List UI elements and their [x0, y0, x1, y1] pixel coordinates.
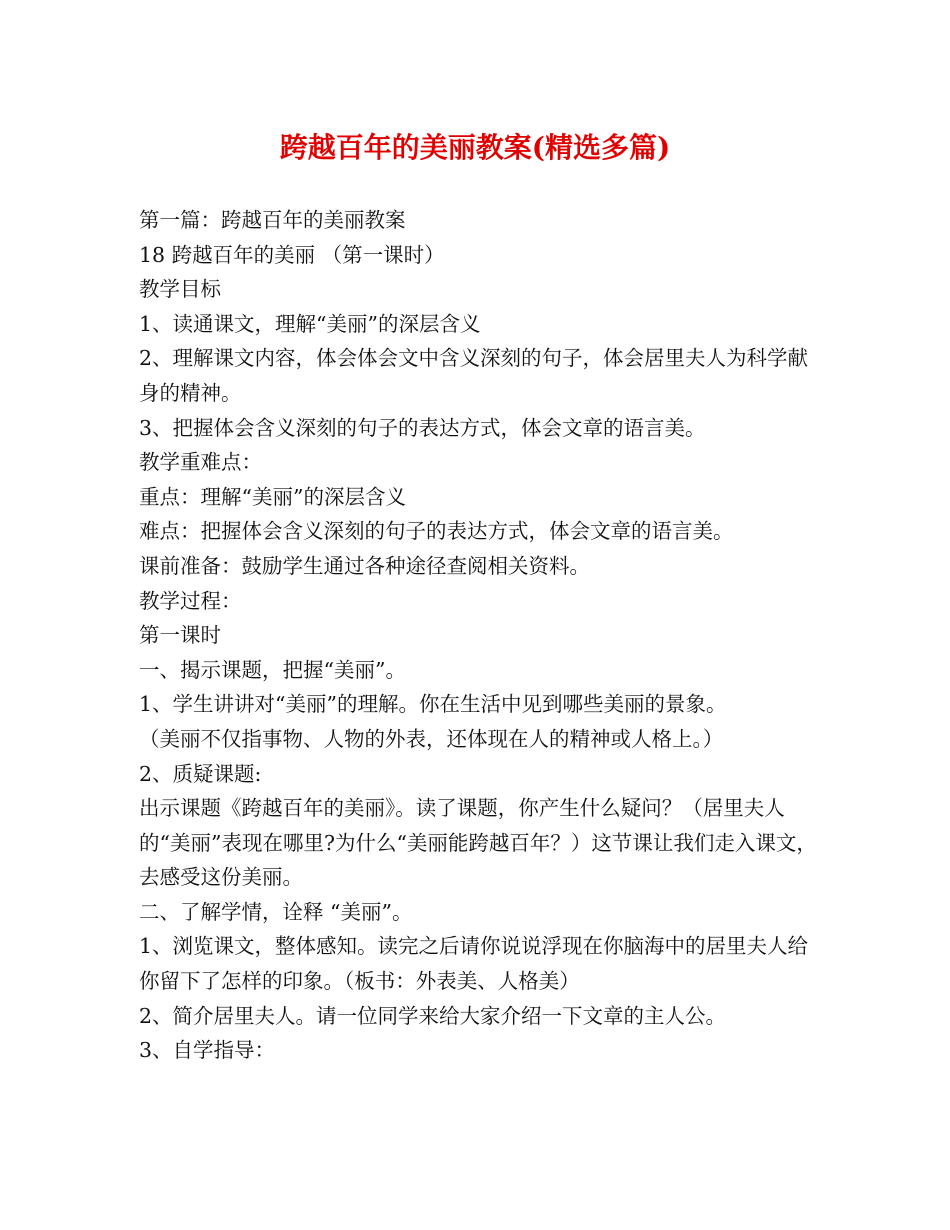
lesson-title: 18 跨越百年的美丽 （第一课时） — [139, 242, 445, 267]
paragraph: 3、把握体会含义深刻的句子的表达方式，体会文章的语言美。 — [139, 415, 706, 440]
section-heading: 第一篇：跨越百年的美丽教案 — [139, 208, 406, 232]
document-title: 跨越百年的美丽教案(精选多篇) — [279, 131, 671, 164]
paragraph: （美丽不仅指事物、人物的外表，还体现在人的精神或人格上。） — [139, 726, 724, 751]
paragraph: 课前准备：鼓励学生通过各种途径查阅相关资料。 — [139, 553, 590, 578]
paragraph: 二、了解学情，诠释 “美丽”。 — [139, 899, 413, 924]
paragraph: 重点：理解“美丽”的深层含义 — [139, 484, 406, 509]
paragraph: 教学过程： — [139, 588, 242, 613]
paragraph: 1、学生讲讲对“美丽”的理解。你在生活中见到哪些美丽的景象。 — [139, 692, 727, 717]
paragraph: 1、读通课文，理解“美丽”的深层含义 — [139, 311, 481, 336]
paragraph: 3、自学指导： — [139, 1038, 276, 1063]
paragraph: 一、揭示课题，把握“美丽”。 — [139, 657, 406, 682]
paragraph: 2、理解课文内容，体会体会文中含义深刻的句子，体会居里夫人为科学献身的精神。 — [139, 346, 809, 405]
paragraph: 教学目标 — [139, 277, 221, 302]
paragraph: 1、浏览课文，整体感知。读完之后请你说说浮现在你脑海中的居里夫人给你留下了怎样的印象。（板书：外表美、人格美） — [139, 934, 809, 994]
paragraph: 2、质疑课题: — [139, 761, 262, 786]
document-body — [139, 203, 819, 1068]
paragraph: 第一课时 — [139, 623, 221, 648]
paragraph: 出示课题《跨越百年的美丽》。读了课题，你产生什么疑问？（居里夫人的“美丽”表现在哪里?为什么“美丽能跨越百年？）这节课让我们走入课文，去感受这份美丽。 — [139, 796, 817, 890]
paragraph: 教学重难点： — [139, 450, 262, 475]
paragraph: 难点：把握体会含义深刻的句子的表达方式，体会文章的语言美。 — [139, 519, 734, 544]
paragraph: 2、简介居里夫人。请一位同学来给大家介绍一下文章的主人公。 — [139, 1003, 727, 1028]
